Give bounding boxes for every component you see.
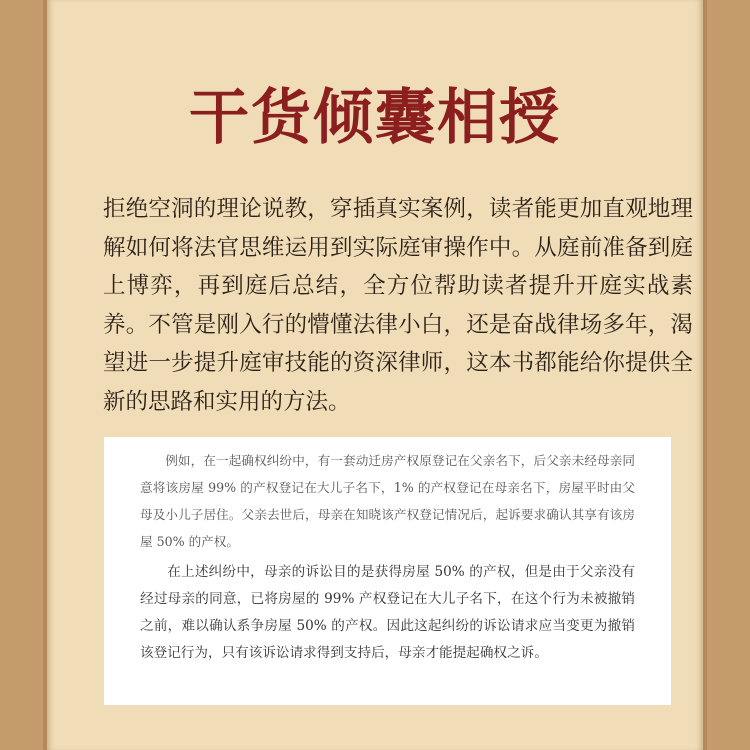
excerpt-case-paragraph: 例如，在一起确权纠纷中，有一套动迁房产权原登记在父亲名下，后父亲未经母亲同意将该房屋 99% 的产权登记在大儿子名下，1% 的产权登记在母亲名下，房屋平时由父母及小儿子居住。父亲去世后，母亲在知晓该产权登记情况后，起诉要求确认其享有该房屋 50% 的产权。: [140, 453, 635, 549]
excerpt-analysis-paragraph: 在上述纠纷中，母亲的诉讼目的是获得房屋 50% 的产权，但是由于父亲没有经过母亲的同意，已将房屋的 99% 产权登记在大儿子名下，在这个行为未被撤销之前，难以确认系争房屋 50% 的产权。因此这起纠纷的诉讼请求应当变更为撤销该登记行为，只有该诉讼请求得到支持后，母亲才能提起确权之诉。: [140, 564, 635, 661]
page-title: 干货倾囊相授: [189, 83, 561, 153]
excerpt-box: [104, 437, 671, 705]
intro-paragraph: 拒绝空洞的理论说教，穿插真实案例，读者能更加直观地理解如何将法官思维运用到实际庭审操作中。从庭前准备到庭上博弈，再到庭后总结，全方位帮助读者提升开庭实战素养。不管是刚入行的懵懂法律小白，还是奋战律场多年，渴望进一步提升庭审技能的资深律师，这本书都能给你提供全新的思路和实用的方法。: [103, 196, 693, 415]
